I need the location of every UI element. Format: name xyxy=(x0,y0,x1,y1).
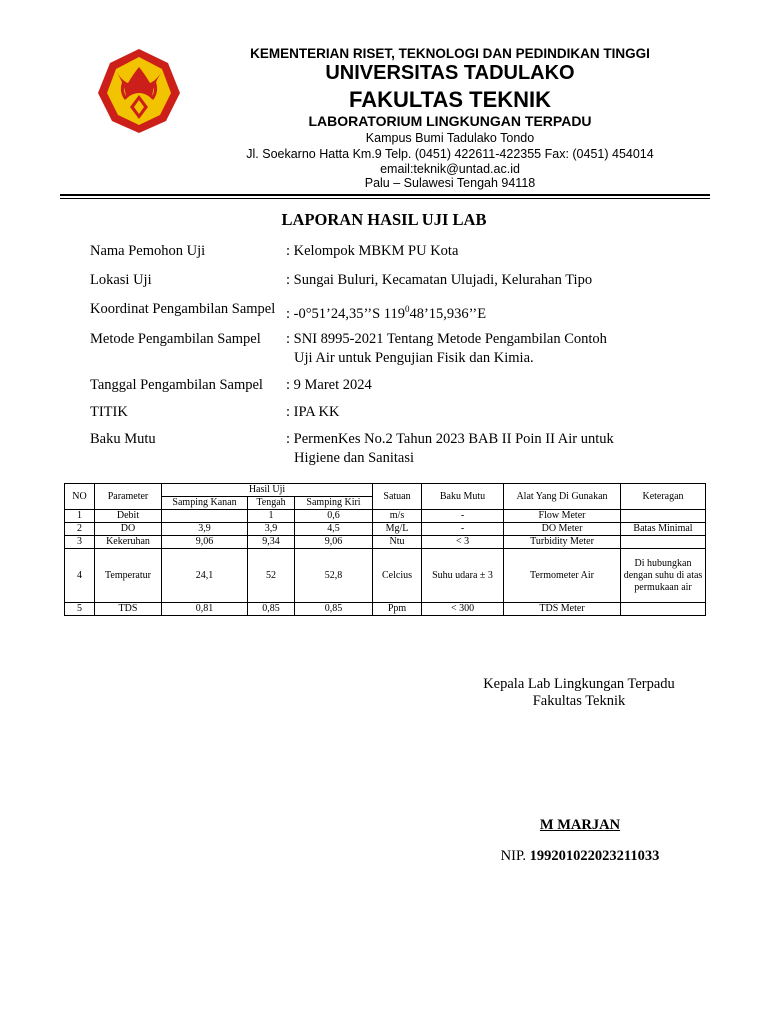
cell-standard: - xyxy=(422,523,504,536)
cell-instrument: TDS Meter xyxy=(504,603,621,616)
field-value-continued: Higiene dan Sanitasi xyxy=(294,450,415,466)
cell-unit: m/s xyxy=(373,510,422,523)
header-middle: Tengah xyxy=(248,497,295,510)
cell-remarks xyxy=(621,510,706,523)
cell-middle: 9,34 xyxy=(248,536,295,549)
cell-remarks xyxy=(621,603,706,616)
cell-parameter: Temperatur xyxy=(95,549,162,603)
cell-unit: Celcius xyxy=(373,549,422,603)
address-line: Kampus Bumi Tadulako Tondo xyxy=(365,131,535,145)
cell-no: 4 xyxy=(65,549,95,603)
field-value: : -0°51’24,35’’S $119^048’15,936’’E$ xyxy=(286,304,487,322)
table-row xyxy=(65,549,706,603)
address-line: Jl. Soekarno Hatta Km.9 Telp. (0451) 422611-422355 Fax: (0451) 454014 xyxy=(246,147,654,161)
cell-parameter: DO xyxy=(95,523,162,536)
cell-left-side: 0,6 xyxy=(295,510,373,523)
signatory-faculty: Fakultas Teknik xyxy=(532,693,626,709)
field-value: : IPA KK xyxy=(286,404,340,420)
header-remarks: Keteragan xyxy=(621,484,706,510)
cell-unit: Mg/L xyxy=(373,523,422,536)
cell-remarks xyxy=(621,536,706,549)
field-label: Baku Mutu xyxy=(90,431,156,447)
university-name: UNIVERSITAS TADULAKO xyxy=(325,62,575,84)
cell-parameter: Debit xyxy=(95,510,162,523)
field-value: : Kelompok MBKM PU Kota xyxy=(286,243,459,259)
field-value: : PermenKes No.2 Tahun 2023 BAB II Poin II Air untuk xyxy=(286,431,614,447)
cell-left-side: 0,85 xyxy=(295,603,373,616)
cell-instrument: Flow Meter xyxy=(504,510,621,523)
cell-right-side: 0,81 xyxy=(162,603,248,616)
signatory-nip: NIP. 199201022023211033 xyxy=(500,848,660,864)
header-test-result: Hasil Uji xyxy=(162,484,373,497)
report-title: LAPORAN HASIL UJI LAB xyxy=(281,210,487,229)
cell-no: 1 xyxy=(65,510,95,523)
cell-standard: Suhu udara ± 3 xyxy=(422,549,504,603)
table-row xyxy=(65,510,706,523)
cell-middle: 1 xyxy=(248,510,295,523)
signatory-name: M MARJAN xyxy=(539,817,621,833)
cell-right-side: 9,06 xyxy=(162,536,248,549)
field-value: : Sungai Buluri, Kecamatan Ulujadi, Kelurahan Tipo xyxy=(286,272,593,288)
signatory-title: Kepala Lab Lingkungan Terpadu xyxy=(483,676,675,692)
cell-right-side: 24,1 xyxy=(162,549,248,603)
results-table xyxy=(64,483,706,616)
header-instrument: Alat Yang Di Gunakan xyxy=(504,484,621,510)
cell-instrument: DO Meter xyxy=(504,523,621,536)
cell-remarks: Batas Minimal xyxy=(621,523,706,536)
header-standard: Baku Mutu xyxy=(422,484,504,510)
header-right-side: Samping Kanan xyxy=(162,497,248,510)
laboratory-name: LABORATORIUM LINGKUNGAN TERPADU xyxy=(308,113,592,129)
cell-standard: < 300 xyxy=(422,603,504,616)
cell-standard: < 3 xyxy=(422,536,504,549)
field-label: Lokasi Uji xyxy=(90,272,152,288)
field-value-continued: Uji Air untuk Pengujian Fisik dan Kimia. xyxy=(294,350,534,366)
cell-instrument: Turbidity Meter xyxy=(504,536,621,549)
letterhead-divider xyxy=(60,194,710,196)
cell-middle: 52 xyxy=(248,549,295,603)
cell-middle: 3,9 xyxy=(248,523,295,536)
cell-no: 3 xyxy=(65,536,95,549)
table-row xyxy=(65,523,706,536)
cell-no: 5 xyxy=(65,603,95,616)
header-unit: Satuan xyxy=(373,484,422,510)
cell-parameter: Kekeruhan xyxy=(95,536,162,549)
cell-unit: Ppm xyxy=(373,603,422,616)
field-value: : 9 Maret 2024 xyxy=(286,377,372,393)
table-row xyxy=(65,536,706,549)
address-line: Palu – Sulawesi Tengah 94118 xyxy=(364,176,536,190)
cell-right-side: 3,9 xyxy=(162,523,248,536)
field-label: Tanggal Pengambilan Sampel xyxy=(90,377,263,393)
header-left-side: Samping Kiri xyxy=(295,497,373,510)
header-no: NO xyxy=(65,484,95,510)
cell-left-side: 4,5 xyxy=(295,523,373,536)
field-label: TITIK xyxy=(90,404,128,420)
ministry-name: KEMENTERIAN RISET, TEKNOLOGI DAN PEDINDIKAN TINGGI xyxy=(250,46,650,61)
cell-left-side: 52,8 xyxy=(295,549,373,603)
cell-left-side: 9,06 xyxy=(295,536,373,549)
cell-middle: 0,85 xyxy=(248,603,295,616)
address-line: email:teknik@untad.ac.id xyxy=(380,162,520,176)
cell-unit: Ntu xyxy=(373,536,422,549)
field-label: Nama Pemohon Uji xyxy=(90,243,206,259)
university-emblem-icon xyxy=(96,47,182,135)
header-parameter: Parameter xyxy=(95,484,162,510)
cell-right-side xyxy=(162,510,248,523)
cell-parameter: TDS xyxy=(95,603,162,616)
cell-no: 2 xyxy=(65,523,95,536)
field-label: Metode Pengambilan Sampel xyxy=(90,331,261,347)
field-label: Koordinat Pengambilan Sampel xyxy=(90,301,276,317)
letterhead-divider xyxy=(60,198,710,199)
field-value: : SNI 8995-2021 Tentang Metode Pengambilan Contoh xyxy=(286,331,607,347)
cell-remarks: Di hubungkan dengan suhu di atas permukaan air xyxy=(621,549,706,603)
cell-standard: - xyxy=(422,510,504,523)
cell-instrument: Termometer Air xyxy=(504,549,621,603)
faculty-name: FAKULTAS TEKNIK xyxy=(348,87,552,112)
table-row xyxy=(65,603,706,616)
